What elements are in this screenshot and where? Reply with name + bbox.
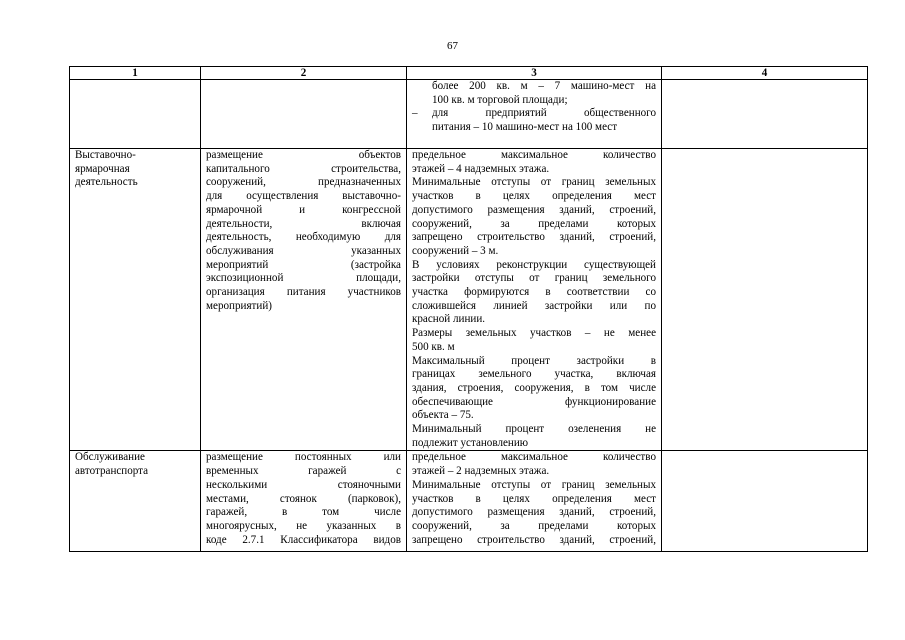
text-line: сооружений, за пределами которых [412, 217, 656, 230]
text-line: более 200 кв. м – 7 машино-мест на [432, 80, 656, 92]
table-row-vehicle-service [70, 451, 868, 552]
text-line: размещение объектов [206, 149, 401, 161]
table-row-exhibition [70, 149, 868, 451]
regulations-table [69, 66, 868, 552]
text-line: красной линии. [412, 313, 486, 326]
list-item [412, 107, 656, 134]
text-line: участков в целях определения мест [412, 492, 656, 505]
cell-description [201, 149, 407, 451]
cell-name [70, 149, 201, 451]
text-line: Обслуживание [75, 451, 145, 464]
cell-name [70, 451, 201, 552]
text-line: участков в целях определения мест [412, 190, 656, 203]
text-line: капитального строительства, [206, 162, 401, 175]
text-line: для предприятий общественного [432, 107, 656, 120]
paragraph [412, 259, 656, 328]
cell-parameters [407, 149, 662, 451]
text-line: допустимого размещения зданий, строений, [412, 203, 656, 216]
text-line: несколькими стояночными [206, 478, 401, 491]
text-line: здания, строения, сооружения, в том числе [412, 381, 656, 394]
paragraph [412, 327, 656, 354]
text-line: гаражей, в том числе [206, 506, 401, 519]
text-line: сооружений – 3 м. [412, 244, 499, 257]
cell-parameters [407, 451, 662, 552]
text-line: местами, стоянок (парковок), [206, 492, 401, 505]
text-line: допустимого размещения зданий, строений, [412, 506, 656, 519]
text-line: временных гаражей с [206, 465, 401, 478]
column-header-3: 3 [407, 67, 662, 80]
paragraph [412, 355, 656, 424]
text-line: автотранспорта [75, 465, 149, 478]
text-line: коде 2.7.1 Классификатора видов [206, 533, 401, 546]
cell-parameters [407, 80, 662, 149]
cell-notes [662, 451, 868, 552]
text-line: деятельность, необходимую для [206, 231, 401, 244]
text-line: запрещено строительство зданий, строений, [412, 231, 656, 244]
text-line: деятельность [75, 176, 138, 189]
text-line: предельное максимальное количество [412, 149, 656, 161]
text-line: сложившейся линией застройки или по [412, 299, 656, 312]
text-line: многоярусных, не указанных в [206, 519, 401, 532]
text-line: размещение постоянных или [206, 451, 401, 464]
text-line: мероприятий) [206, 299, 272, 312]
text-line: участка формируются в соответствии со [412, 286, 656, 299]
text-line: 500 кв. м [412, 340, 455, 353]
text-line: предельное максимальное количество [412, 451, 656, 464]
cell-description [201, 80, 407, 149]
text-line: запрещено строительство зданий, строений, [412, 533, 656, 546]
dash-bullet: – [412, 107, 418, 120]
column-header-1: 1 [70, 67, 201, 80]
text-line: экспозиционной площади, [206, 272, 401, 285]
cell-notes [662, 80, 868, 149]
text-line: сооружений, за пределами которых [412, 519, 656, 532]
text-line: ярмарочной и конгрессной [206, 203, 401, 216]
text-line: объекта – 75. [412, 409, 474, 422]
text-line: подлежит установлению [412, 436, 529, 449]
text-line: этажей – 2 надземных этажа. [412, 465, 550, 478]
text-line: Размеры земельных участков – не менее [412, 327, 656, 340]
paragraph [412, 176, 656, 258]
cell-notes [662, 149, 868, 451]
table-header-row [70, 67, 868, 80]
text-line: ярмарочная [75, 162, 130, 175]
text-line: В условиях реконструкции существующей [412, 258, 656, 271]
text-line: питания – 10 машино-мест на 100 мест [432, 121, 618, 134]
text-line: Выставочно- [75, 149, 136, 161]
paragraph [412, 149, 656, 176]
text-line: сооружений, предназначенных [206, 176, 401, 189]
cell-description [201, 451, 407, 552]
text-line: обеспечивающие функционирование [412, 395, 656, 408]
text-line: деятельности, включая [206, 217, 401, 230]
text-line: границах земельного участка, включая [412, 368, 656, 381]
text-line: этажей – 4 надземных этажа. [412, 162, 550, 175]
text-line: для осуществления выставочно- [206, 190, 401, 203]
table-row-continuation [70, 80, 868, 149]
text-line: мероприятий (застройка [206, 258, 401, 271]
text-line: Минимальные отступы от границ земельных [412, 176, 656, 189]
text-line: застройки отступы от границ земельного [412, 272, 656, 285]
text-line: обслуживания указанных [206, 244, 401, 257]
paragraph [412, 423, 656, 450]
paragraph [412, 451, 656, 478]
text-line: Минимальные отступы от границ земельных [412, 478, 656, 491]
text-line: 100 кв. м торговой площади; [432, 93, 568, 106]
column-header-4: 4 [662, 67, 868, 80]
text-line: Минимальный процент озеленения не [412, 423, 656, 436]
page-number: 67 [447, 40, 458, 52]
text-line: организация питания участников [206, 286, 401, 299]
column-header-2: 2 [201, 67, 407, 80]
paragraph [412, 479, 656, 548]
text-line: Максимальный процент застройки в [412, 354, 656, 367]
cell-name [70, 80, 201, 149]
